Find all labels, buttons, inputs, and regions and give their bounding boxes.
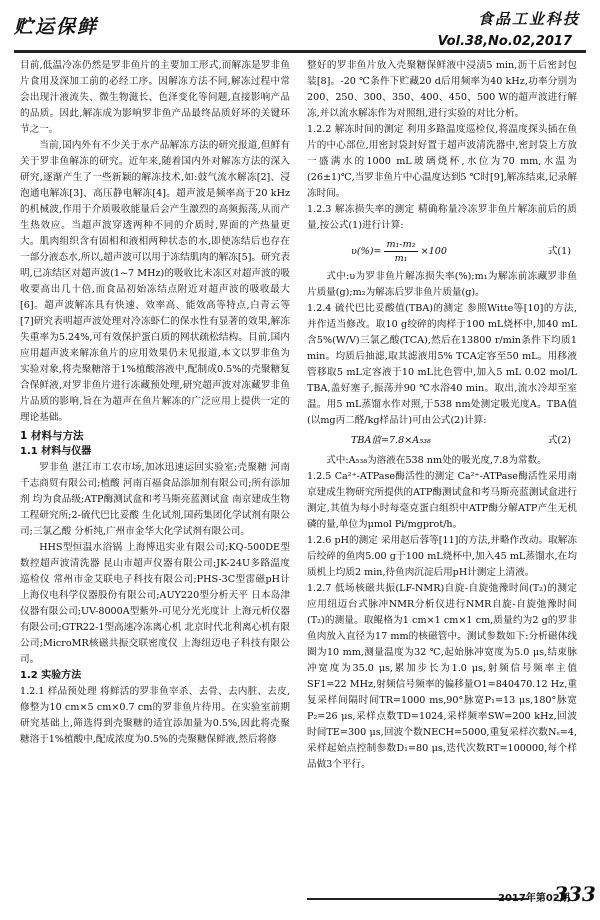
section-1-1-heading: 1.1 材料与仪器: [20, 446, 92, 457]
formula-1-fraction: [384, 238, 417, 265]
formula-1: [307, 238, 577, 265]
method-1-2-4: 1.2.4 硫代巴比妥酸值(TBA)的测定 参照Witte等[10]的方法,并作适当修改。取10 g绞碎的肉样于100 mL烧杯中,加40 mL含5%(W/V)三氯乙酸(TCA),然后在13800 r/min条件下均质1 min。均质后抽滤,取其滤液用5% TCA定容至50 mL。用移液管移取5 mL定容液于10 mL比色管中,加入5 mL 0.02 mol/L TBA,盖好塞子,振荡并90 ℃水浴40 min。取出,流水冷却至室温。用5 mL蒸馏水作对照,于538 nm处测定吸光度A。TBA值(以mg丙二醛/kg样品计)可由公式(2)计算:: [307, 303, 577, 426]
formula-1-description: 式中:υ为罗非鱼片解冻损失率(%);m₁为解冻前冻藏罗非鱼片质量(g);m₂为解冻后罗非鱼片质量(g)。: [307, 271, 577, 298]
volume-info: Vol.38,No.02,2017: [437, 34, 572, 49]
formula-1-lhs: υ(%)=: [351, 245, 382, 257]
header-rule: [14, 50, 586, 53]
materials-paragraph: 罗非鱼 湛江市工农市场,加冰迅速运回实验室;壳聚糖 河南千志商贸有限公司;植酸 河南百福食品添加剂有限公司;所有添加剂 均为食品级;ATP酶测试盒和考马斯亮蓝测试盒 南京建成生物工程研究所;2-硫代巴比妥酸 生化试剂,国药集团化学试剂有限公司;三氯乙酸 分析纯,广州市金华大化学试剂有限公司。: [20, 462, 290, 537]
formula-2-number: 式(2): [547, 435, 571, 446]
section-title: 贮运保鲜: [14, 16, 99, 38]
method-1-2-2: 1.2.2 解冻时间的测定 利用多路温度巡检仪,将温度探头插在鱼片的中心部位,用密封袋封好置于超声波清洗器中,密封袋上方放一盛满水的1000 mL玻璃烧杯,水位为70 mm,水温为(26±1)℃,当罗非鱼片中心温度达到5 ℃时[9],解冻结束,记录解冻时间。: [307, 124, 577, 199]
section-1-2-heading: 1.2 实验方法: [20, 670, 82, 681]
left-column: [20, 58, 290, 848]
footer-rule: [307, 898, 529, 900]
footer-issue: 2017年第02期: [498, 893, 570, 904]
formula-1-numerator: m₁-m₂: [386, 239, 416, 250]
page-number: 333: [554, 882, 596, 906]
intro-paragraph-1: 目前,低温冷冻仍然是罗非鱼片的主要加工形式,而解冻是罗非鱼片食用及深加工前的必经工序。因解冻方法不同,解冻过程中常会出现汁液流失、微生物滋长、色泽变化等问题,直接影响产品的品质。因此,解冻成为影响罗非鱼产品最终品质好坏的关键环节之一。: [20, 60, 290, 135]
formula-2: [307, 433, 577, 449]
method-1-2-1: 1.2.1 样品预处理 将鲜活的罗非鱼宰杀、去骨、去内脏、去皮,修整为10 cm×5 cm×0.7 cm的罗非鱼片待用。在实验室前期研究基础上,筛选得到壳聚糖的适宜添加量为0.5%,因此将壳聚糖溶于1%植酸中,配成浓度为0.5%的壳聚糖保鲜液,然后将修: [20, 686, 290, 745]
instruments-paragraph: HHS型恒温水浴锅 上海博迅实业有限公司;KQ-500DE型数控超声波清洗器 昆山市超声仪器有限公司;JK-24U多路温度巡检仪 常州市金艾联电子科技有限公司;PHS-3C型雷磁pH计 上海仪电科学仪器股份有限公司;AUY220型分析天平 日本岛津仪器有限公司;UV-8000A型紫外-可见分光光度计 上海元析仪器有限公司;GTR22-1型高速冷冻离心机 北京时代北利离心机有限公司;MicroMR核磁共振交联密度仪 上海纽迈电子科技有限公司。: [20, 542, 290, 665]
method-1-2-6: 1.2.6 pH的测定 采用赵后蓉等[11]的方法,并略作改动。取解冻后绞碎的鱼肉5.00 g于100 mL烧杯中,加入45 mL蒸馏水,在均质机上均质2 min,待鱼肉沉淀后用pH计测定上清液。: [307, 535, 577, 578]
method-1-2-7: 1.2.7 低场核磁共振(LF-NMR)自旋-自旋弛豫时间(T₂)的测定 应用纽迈台式脉冲NMR分析仪进行NMR自旋-自旋弛豫时间(T₂)的测量。取鲲格为1 cm×1 cm×1 cm,质量约为2 g的罗非鱼肉放入直径为17 mm的核磁管中。测试参数如下:分析磁体线圈为10 mm,测量温度为32 ℃,起始脉冲宽度为5.0 μs,结束脉冲宽度为35.0 μs,累加步长为1.0 μs,射频信号频率主值SF1=22 MHz,射频信号频率的偏移量O1=840470.12 Hz,重复采样间隔时间TR=1000 ms,90°脉宽P₁=13 μs,180°脉宽P₂=26 μs,采样点数TD=1024,采样频率SW=200 kHz,回波时间TE=300 μs,回波个数NECH=5000,重复采样次数Nₛ=4,采样起始点控制参数D₁=80 μs,迭代次数RT=100000,每个样品做3个平行。: [307, 583, 577, 770]
right-column: [307, 58, 577, 848]
intro-paragraph-2: 当前,国内外有不少关于水产品解冻方法的研究报道,但鲜有关于罗非鱼解冻的研究。近年来,随着国内外对解冻方法的深入研究,逐渐产生了一些新颖的解冻技术,如:鼓气流水解冻[2]、浸泡通电解冻[3]、高压静电解冻[4]。超声波是频率高于20 kHz的机械波,作用于介质吸收能量后会产生激烈的高频振荡,从而产生热效应。当超声波穿透两种不同的介质时,界面的产热量更大。肌肉组织含有固相和液相两种状态的水,即使冻结后也存在一部分液态水,所以,超声波可以用于冻结肌肉的解冻[5]。研究表明,已冻结区对超声波(1~7 MHz)的吸收比未冻区对超声波的吸收要高出几十倍,而食品初始冻结点附近对超声波的吸收最大[6]。超声波解冻具有快速、效率高、能效高等特点,白青云等[7]研究表明超声波处理对冷冻虾仁的保水性有显著的效果,解冻失重率为5.24%,可有效保护蛋白质的网状疏松结构。目前,国内应用超声波来解冻鱼片的应用效果仍未见报道,本文以罗非鱼为实验对象,将壳聚糖溶于1%植酸溶液中,配制成0.5%的壳聚糖复合保鲜液,对罗非鱼片进行冻藏预处理,研究超声波对冻藏罗非鱼片品质的影响,旨在为超声在鱼片解冻的广泛应用上提供一定的理论基础。: [20, 140, 290, 423]
formula-1-denominator: m₁: [394, 253, 408, 264]
formula-2-description: 式中:A₅₃₈为溶液在538 nm处的吸光度,7.8为常数。: [326, 455, 547, 466]
formula-2-expression: TBA值=7.8×A₅₃₈: [351, 435, 431, 446]
continued-paragraph: 整好的罗非鱼片放入壳聚糖保鲜液中浸渍5 min,沥干后密封包装[8]。-20 ℃条件下贮藏20 d后用频率为40 kHz,功率分别为200、250、300、350、400、450、500 W的超声波进行解冻,并以流水解冻作为对照组,进行实验的对比分析。: [307, 60, 577, 119]
formula-1-tail: ×100: [420, 245, 447, 257]
formula-1-number: 式(1): [547, 245, 571, 257]
method-1-2-5: 1.2.5 Ca²⁺-ATPase酶活性的测定 Ca²⁺-ATPase酶活性采用南京建成生物研究所提供的ATP酶测试盒和考马斯亮蓝测试盒进行测定,其值为每小时每毫克蛋白组织中ATP酶分解ATP产生无机磷的量,单位为μmol Pi/mgprot/h。: [307, 471, 577, 530]
journal-name: 食品工业科技: [477, 10, 580, 28]
method-1-2-3: 1.2.3 解冻损失率的测定 精确称量冷冻罗非鱼片解冻前后的质量,按公式(1)进行计算:: [307, 204, 577, 231]
section-1-heading: 1 材料与方法: [20, 430, 84, 442]
